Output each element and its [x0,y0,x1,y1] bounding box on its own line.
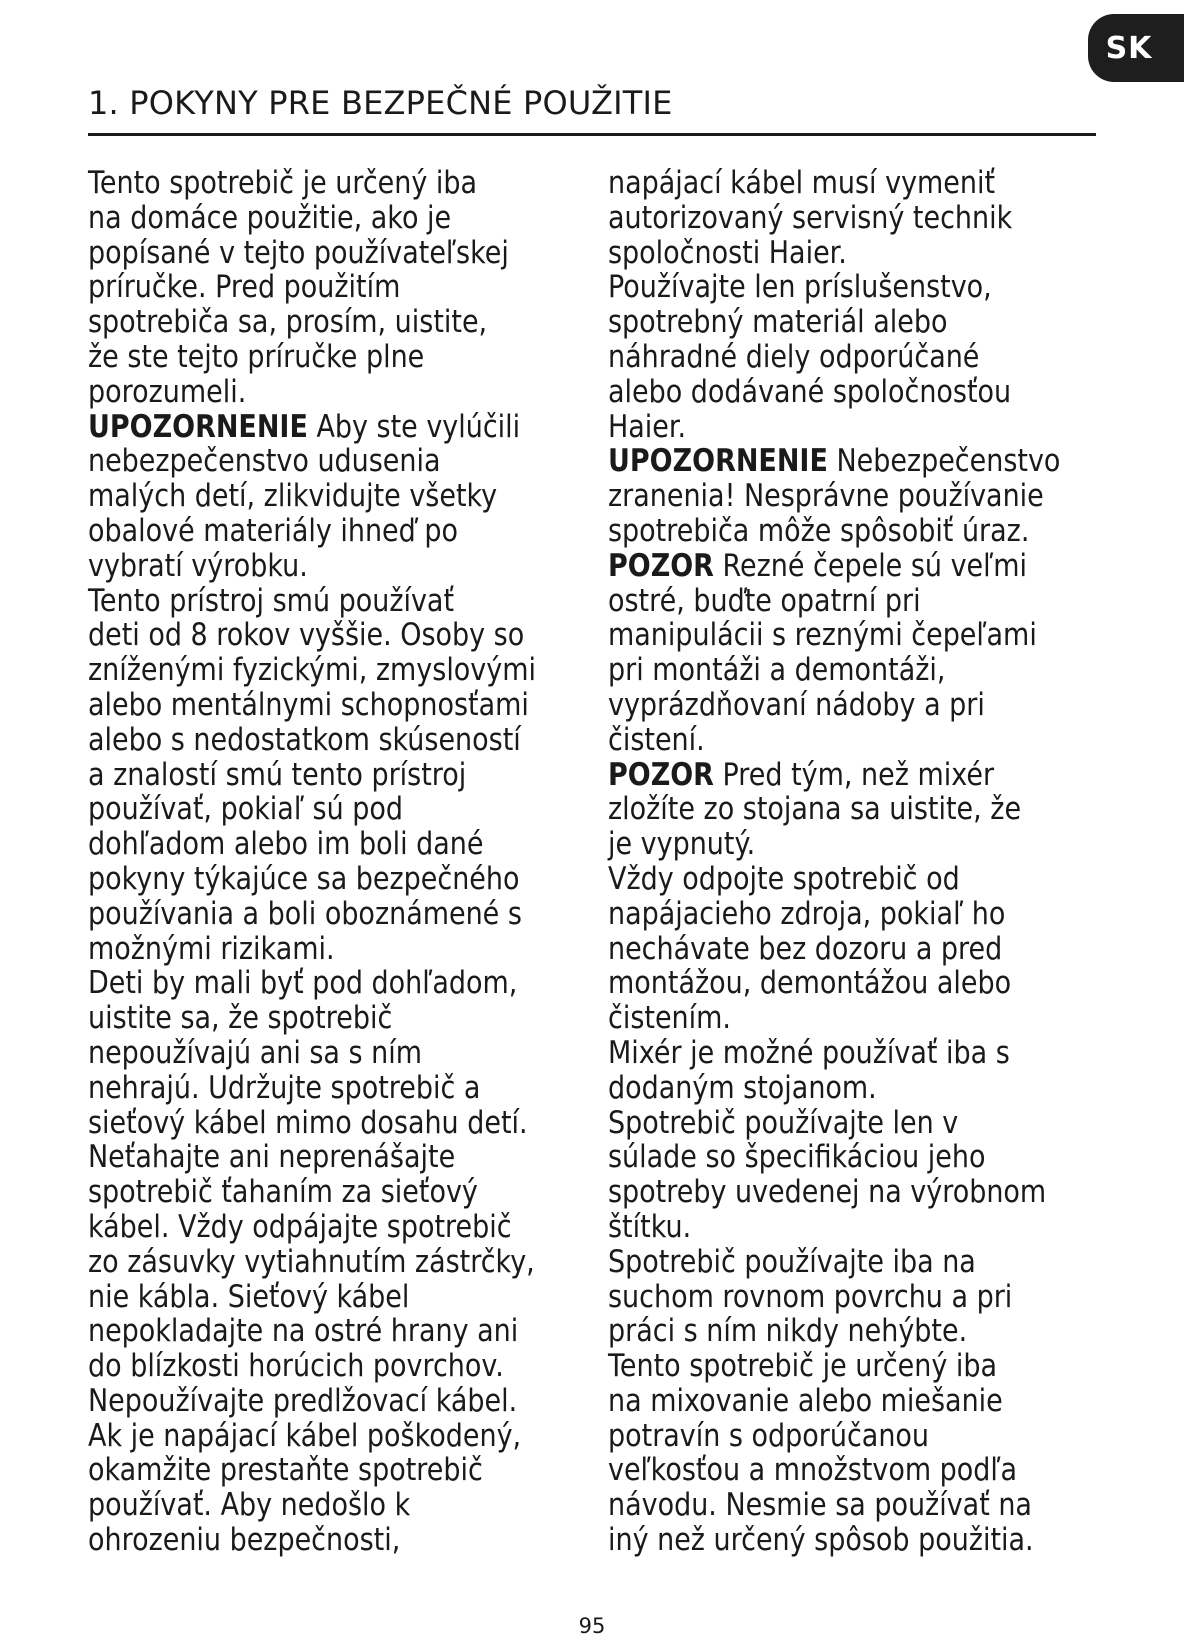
line-text: uistite sa, že spotrebič [88,1000,393,1037]
text-line [608,1210,1034,1245]
text-line [608,653,1034,688]
line-text: potravín s odporúčanou [608,1417,930,1454]
line-text: štítku. [608,1208,692,1245]
line-text: zložíte zo stojana sa uistite, že [608,791,1022,828]
text-line [88,201,527,236]
text-line [608,1140,1034,1175]
line-text: príručke. Pred použitím [88,269,401,306]
text-line [608,617,1037,654]
text-line [608,236,1034,271]
line-text: napájacieho zdroja, pokiaľ ho [608,895,1006,932]
text-line [88,688,527,723]
line-text: Pred tým, než mixér [713,756,995,793]
right-column [608,166,1098,1558]
line-text: vybratí výrobku. [88,547,308,584]
line-text: spotrebiča sa, prosím, uistite, [88,304,488,341]
text-line [88,1036,527,1071]
text-line [608,549,1034,584]
text-line [608,1280,1034,1315]
text-line [608,862,1034,897]
text-line [88,1419,527,1454]
line-text: kábel. Vždy odpájajte spotrebič [88,1208,512,1245]
line-text: pokyny týkajúce sa bezpečného [88,860,520,897]
line-text: nechávate bez dozoru a pred [608,930,1003,967]
text-line [608,410,1034,445]
text-line [88,1071,527,1106]
line-text: spoločnosti Haier. [608,234,847,271]
text-line [88,375,527,410]
line-text: návodu. Nesmie sa používať na [608,1487,1032,1524]
text-line [608,1314,1034,1349]
line-text: dohľadom alebo im boli dané [88,826,484,863]
line-text: suchom rovnom povrchu a pri [608,1278,1013,1315]
line-text: popísané v tejto používateľskej [88,234,509,271]
text-line [88,758,527,793]
text-line [88,897,527,932]
line-text: Mixér je možné používať iba s [608,1034,1010,1071]
text-line [88,827,527,862]
line-text: manipulácii s reznými čepeľami [608,617,1037,654]
line-text: veľkosťou a množstvom podľa [608,1452,1018,1489]
line-text: nie kábla. Sieťový kábel [88,1278,410,1315]
line-text: deti od 8 rokov vyššie. Osoby so [88,617,525,654]
line-text: ohrozeniu bezpečnosti, [88,1522,401,1559]
text-line [88,1106,527,1141]
line-text: súlade so špecifikáciou jeho [608,1139,986,1176]
text-line [88,340,527,375]
line-text: ostré, buďte opatrní pri [608,582,921,619]
text-line [608,375,1034,410]
line-text: zo zásuvky vytiahnutím zástrčky, [88,1243,535,1280]
line-text: spotrebiča môže spôsobiť úraz. [608,512,1030,549]
text-line [608,1419,1034,1454]
line-text: Spotrebič používajte iba na [608,1243,976,1280]
line-text: alebo s nedostatkom skúseností [88,721,521,758]
line-text: používania a boli oboznámené s [88,895,522,932]
warning-label: POZOR [608,756,714,793]
text-line [88,1523,527,1558]
text-line [88,862,527,897]
line-text: že ste tejto príručke plne [88,338,425,375]
text-line [608,1036,1034,1071]
line-text: sieťový kábel mimo dosahu detí. [88,1104,528,1141]
line-text: dodaným stojanom. [608,1069,877,1106]
line-text: napájací kábel musí vymeniť [608,165,996,201]
text-line [608,1523,1034,1558]
line-text: čistením. [608,1000,731,1037]
line-text: Tento spotrebič je určený iba [88,165,478,201]
line-text: na domáce použitie, ako je [88,199,452,236]
line-text: Tento prístroj smú používať [88,582,455,619]
text-line [88,1453,527,1488]
line-text: je vypnutý. [608,826,756,863]
text-line [608,584,1034,619]
text-line [608,514,1034,549]
text-line [608,1245,1034,1280]
text-line [88,514,527,549]
line-text: čistení. [608,721,705,758]
line-text: Ak je napájací kábel poškodený, [88,1417,522,1454]
text-line [88,1175,527,1210]
line-text: nepoužívajú ani sa s ním [88,1034,423,1071]
text-line [608,1349,1034,1384]
line-text: a znalostí smú tento prístroj [88,756,467,793]
line-text: vyprázdňovaní nádoby a pri [608,686,985,723]
warning-label: UPOZORNENIE [608,443,828,480]
text-line [608,270,1034,305]
text-line [608,932,1034,967]
line-text: alebo mentálnymi schopnosťami [88,686,529,723]
text-line [608,305,1034,340]
line-text: obalové materiály ihneď po [88,512,458,549]
line-text: náhradné diely odporúčané [608,338,980,375]
text-line [88,792,527,827]
text-line [88,1001,527,1036]
text-line [608,478,1044,515]
line-text: Deti by mali byť pod dohľadom, [88,965,518,1002]
text-line [608,201,1034,236]
line-text: nebezpečenstvo udusenia [88,443,441,480]
line-text: Nepoužívajte predlžovací kábel. [88,1382,518,1419]
line-text: možnými rizikami. [88,930,335,967]
line-text: nehrajú. Udržujte spotrebič a [88,1069,481,1106]
text-line [608,688,1034,723]
line-text: montážou, demontážou alebo [608,965,1012,1002]
line-text: Nebezpečenstvo [827,443,1061,480]
text-line [608,1453,1034,1488]
text-line [608,827,1034,862]
text-line [608,1001,1034,1036]
warning-label: UPOZORNENIE [88,408,308,445]
line-text: do blízkosti horúcich povrchov. [88,1348,504,1385]
line-text: Rezné čepele sú veľmi [713,547,1028,584]
text-line [88,479,527,514]
line-text: Spotrebič používajte len v [608,1104,959,1141]
text-line [88,932,527,967]
line-text: zníženými fyzickými, zmyslovými [88,652,536,689]
text-line [608,340,1034,375]
text-line [88,584,527,619]
text-line [608,443,1061,480]
text-line [88,236,527,271]
language-tab-label: SK [1105,30,1153,66]
text-line [88,966,527,1001]
line-text: spotrebný materiál alebo [608,304,948,341]
text-line [608,1106,1034,1141]
text-line [88,1140,527,1175]
text-line [88,652,536,689]
text-line [608,758,1034,793]
text-line [608,897,1034,932]
line-text: práci s ním nikdy nehýbte. [608,1313,968,1350]
line-text: Neťahajte ani neprenášajte [88,1139,456,1176]
text-line [608,792,1034,827]
line-text: Vždy odpojte spotrebič od [608,860,960,897]
line-text: pri montáži a demontáži, [608,652,946,689]
heading-divider [88,133,1096,136]
text-line [88,166,527,201]
text-line [88,444,527,479]
line-text: malých detí, zlikvidujte všetky [88,478,498,515]
text-line [88,305,527,340]
warning-label: POZOR [608,547,714,584]
text-line [88,1384,527,1419]
text-line [88,549,527,584]
text-line [88,1210,527,1245]
line-text: Tento spotrebič je určený iba [608,1348,998,1385]
line-text: spotrebič ťahaním za sieťový [88,1174,478,1211]
line-text: autorizovaný servisný technik [608,199,1013,236]
text-line [608,966,1034,1001]
text-line [88,410,527,445]
line-text: spotreby uvedenej na výrobnom [608,1174,1047,1211]
text-line [88,618,527,653]
text-line [88,270,527,305]
text-line [88,1488,527,1523]
text-line [88,1280,527,1315]
text-line [608,1384,1034,1419]
line-text: nepokladajte na ostré hrany ani [88,1313,519,1350]
text-line [608,1071,1034,1106]
language-tab [1088,14,1184,82]
left-column [88,166,593,1558]
text-line [88,1243,535,1280]
text-line [88,1349,527,1384]
line-text: Aby ste vylúčili [307,408,521,445]
line-text: Haier. [608,408,687,445]
line-text: používať. Aby nedošlo k [88,1487,411,1524]
text-line [608,166,1034,201]
line-text: zranenia! Nesprávne používanie [608,478,1044,515]
line-text: Používajte len príslušenstvo, [608,269,992,306]
line-text: porozumeli. [88,373,247,410]
text-line [608,723,1034,758]
text-line [88,1314,527,1349]
text-line [608,1488,1034,1523]
line-text: alebo dodávané spoločnosťou [608,373,1012,410]
text-line [88,723,527,758]
line-text: okamžite prestaňte spotrebič [88,1452,483,1489]
line-text: iný než určený spôsob použitia. [608,1522,1034,1559]
line-text: používať, pokiaľ sú pod [88,791,403,828]
text-line [608,1174,1047,1211]
page-number: 95 [578,1614,606,1638]
section-heading: 1. POKYNY PRE BEZPEČNÉ POUŽITIE [88,84,673,122]
line-text: na mixovanie alebo miešanie [608,1382,1003,1419]
